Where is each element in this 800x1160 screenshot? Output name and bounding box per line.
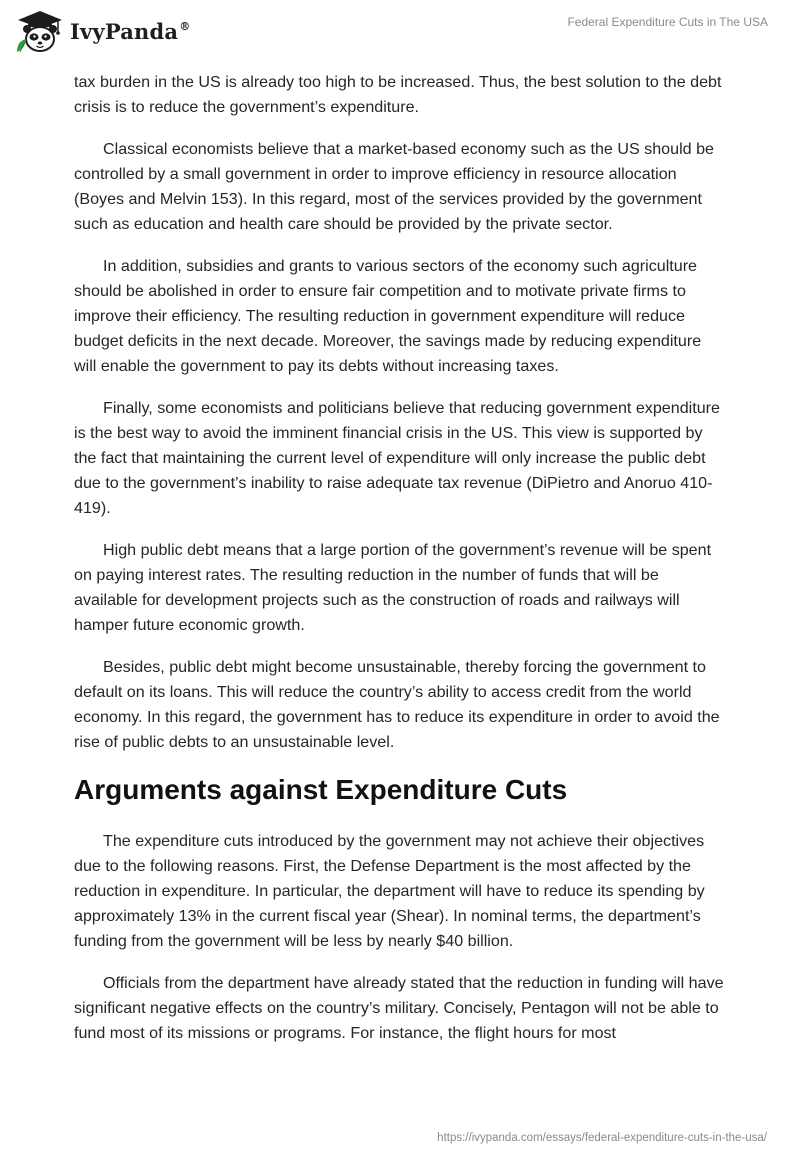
- paragraph: Finally, some economists and politicians believe that reducing government expenditure is the best way to avoid the imminent financial crisis in the US. This view is supported by the fact that maintaining the current level of expenditure will only increase the public debt due to the government’s inability to raise adequate tax revenue (DiPietro and Anoruo 410-419).: [74, 399, 720, 517]
- source-url[interactable]: https://ivypanda.com/essays/federal-expenditure-cuts-in-the-usa/: [437, 1132, 767, 1144]
- ivypanda-logo[interactable]: [14, 8, 190, 54]
- brand-name: IvyPanda®: [70, 18, 191, 44]
- paragraph: Officials from the department have already stated that the reduction in funding will have significant negative effects on the country’s military. Concisely, Pentagon will not be able to fund most of its missions or programs. For instance, the flight hours for most: [74, 974, 724, 1042]
- essay-body: [74, 70, 724, 1063]
- page-header: [0, 0, 800, 62]
- paragraph: In addition, subsidies and grants to various sectors of the economy such agriculture should be abolished in order to ensure fair competition and to motivate private firms to improve their efficiency. The resulting reduction in government expenditure will reduce budget deficits in the next decade. Moreover, the savings made by reducing expenditure will enable the government to pay its debts without increasing taxes.: [74, 257, 702, 375]
- paragraph: High public debt means that a large portion of the government’s revenue will be spent on paying interest rates. The resulting reduction in the number of funds that will be available for development projects such as the construction of roads and railways will hamper future economic growth.: [74, 541, 712, 634]
- document-title: Federal Expenditure Cuts in The USA: [567, 15, 768, 29]
- paragraph: The expenditure cuts introduced by the government may not achieve their objectives due to the following reasons. First, the Defense Department is the most affected by the reduction in expenditure. In particular, the department will have to reduce its spending by approximately 13% in the current fiscal year (Shear). In nominal terms, the department’s funding from the government will be less by nearly $40 billion.: [74, 832, 705, 950]
- paragraph: Classical economists believe that a market-based economy such as the US should be controlled by a small government in order to improve efficiency in resource allocation (Boyes and Melvin 153). In this regard, most of the services provided by the government such as education and health care should be provided by the private sector.: [74, 140, 714, 233]
- section-heading: Arguments against Expenditure Cuts: [74, 774, 568, 805]
- panda-graduate-icon: [14, 8, 64, 54]
- paragraph-continued: tax burden in the US is already too high to be increased. Thus, the best solution to the debt crisis is to reduce the government’s expenditure.: [74, 73, 722, 116]
- paragraph: Besides, public debt might become unsustainable, thereby forcing the government to default on its loans. This will reduce the country’s ability to access credit from the world economy. In this regard, the government has to reduce its expenditure in order to avoid the rise of public debts to an unsustainable level.: [74, 658, 720, 751]
